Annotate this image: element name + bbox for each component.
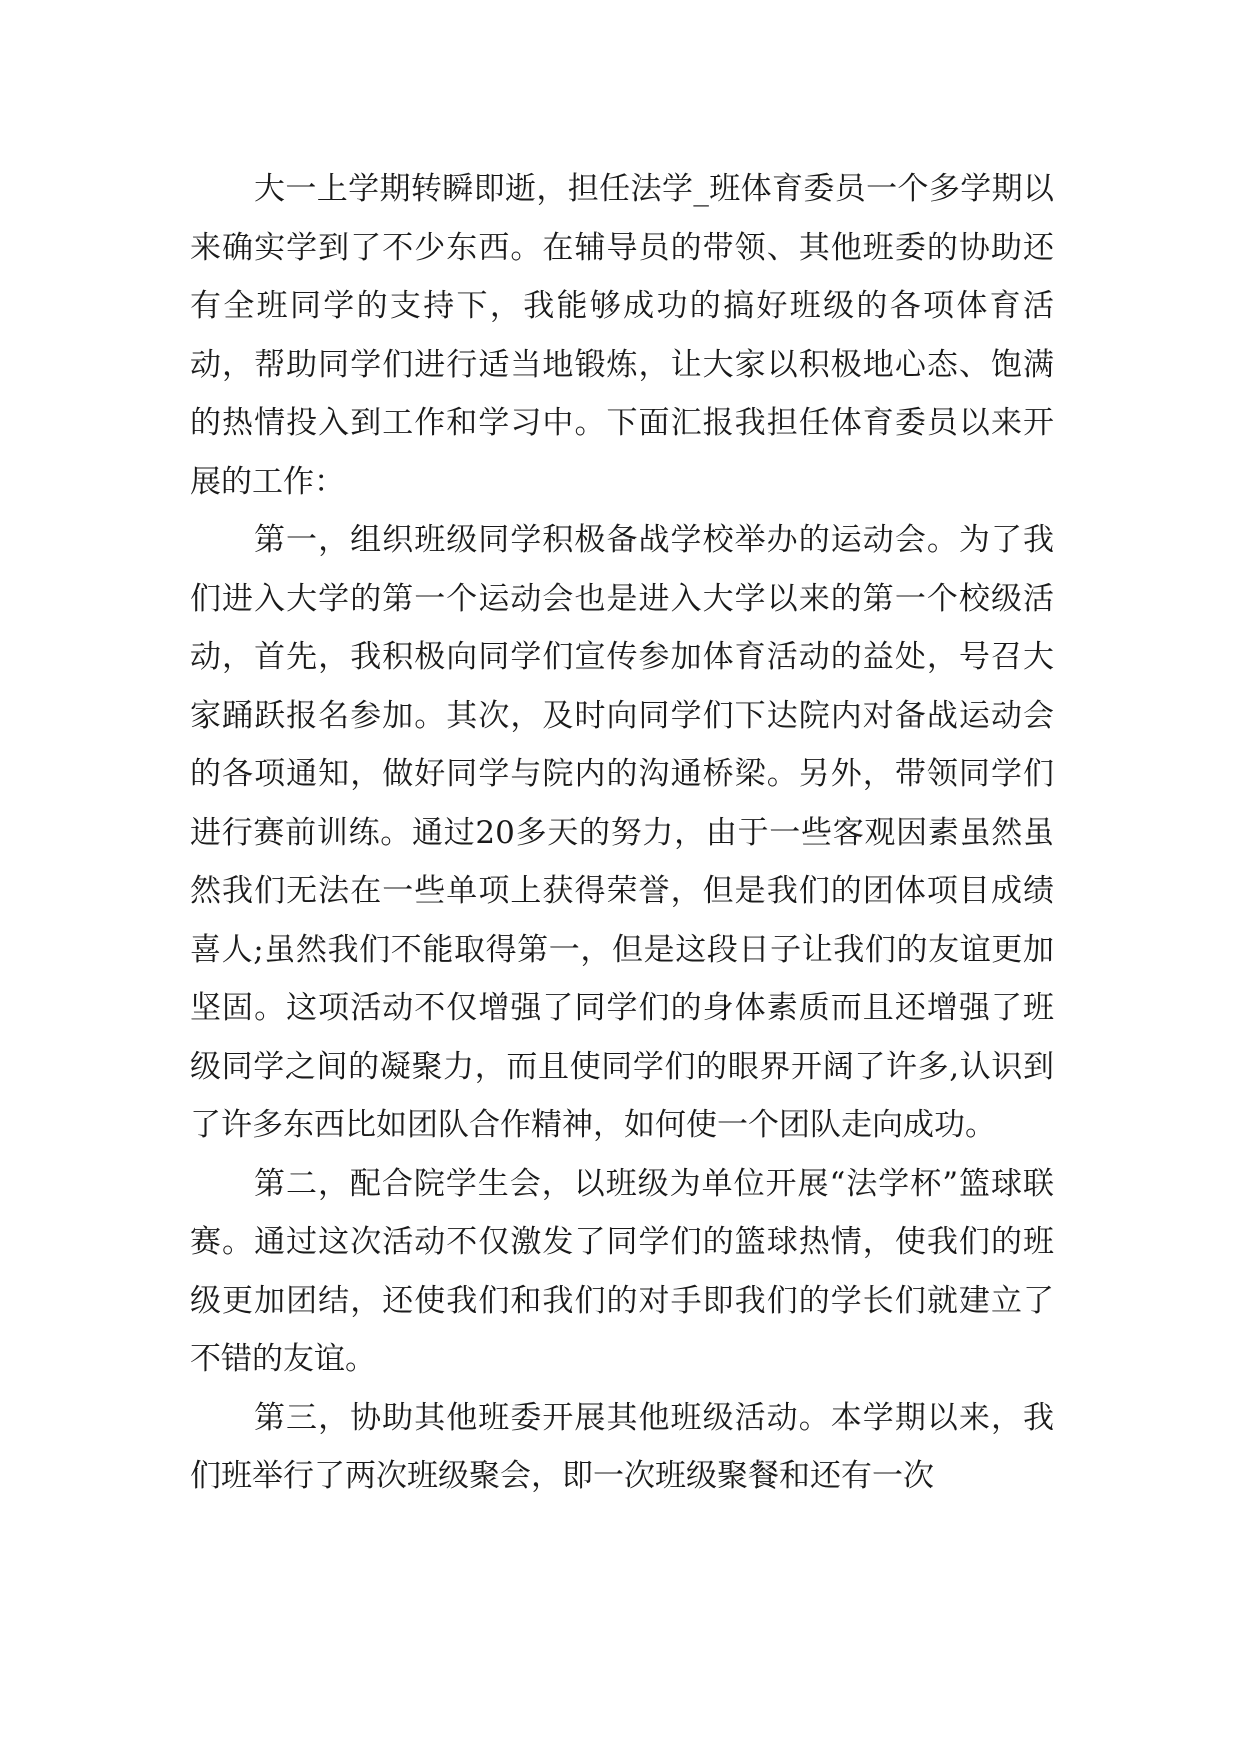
paragraph-third: 第三，协助其他班委开展其他班级活动。本学期以来，我们班举行了两次班级聚会，即一次班级聚餐和还有一次	[190, 1399, 1054, 1494]
paragraph-first: 第一，组织班级同学积极备战学校举办的运动会。为了我们进入大学的第一个运动会也是进入大学以来的第一个校级活动，首先，我积极向同学们宣传参加体育活动的益处，号召大家踊跃报名参加。其次，及时向同学们下达院内对备战运动会的各项通知，做好同学与院内的沟通桥梁。另外，带领同学们进行赛前训练。通过20多天的努力，由于一些客观因素虽然虽然我们无法在一些单项上获得荣誉，但是我们的团体项目成绩喜人;虽然我们不能取得第一，但是这段日子让我们的友谊更加坚固。这项活动不仅增强了同学们的身体素质而且还增强了班级同学之间的凝聚力，而且使同学们的眼界开阔了许多,认识到了许多东西比如团队合作精神，如何使一个团队走向成功。	[190, 522, 1054, 1143]
paragraph-second: 第二，配合院学生会，以班级为单位开展“法学杯”篮球联赛。通过这次活动不仅激发了同学们的篮球热情，使我们的班级更加团结，还使我们和我们的对手即我们的学长们就建立了不错的友谊。	[190, 1165, 1054, 1377]
document-body	[190, 160, 1054, 1506]
paragraph-intro: 大一上学期转瞬即逝，担任法学_班体育委员一个多学期以来确实学到了不少东西。在辅导员的带领、其他班委的协助还有全班同学的支持下，我能够成功的搞好班级的各项体育活动，帮助同学们进行适当地锻炼，让大家以积极地心态、饱满的热情投入到工作和学习中。下面汇报我担任体育委员以来开展的工作：	[190, 171, 1054, 500]
